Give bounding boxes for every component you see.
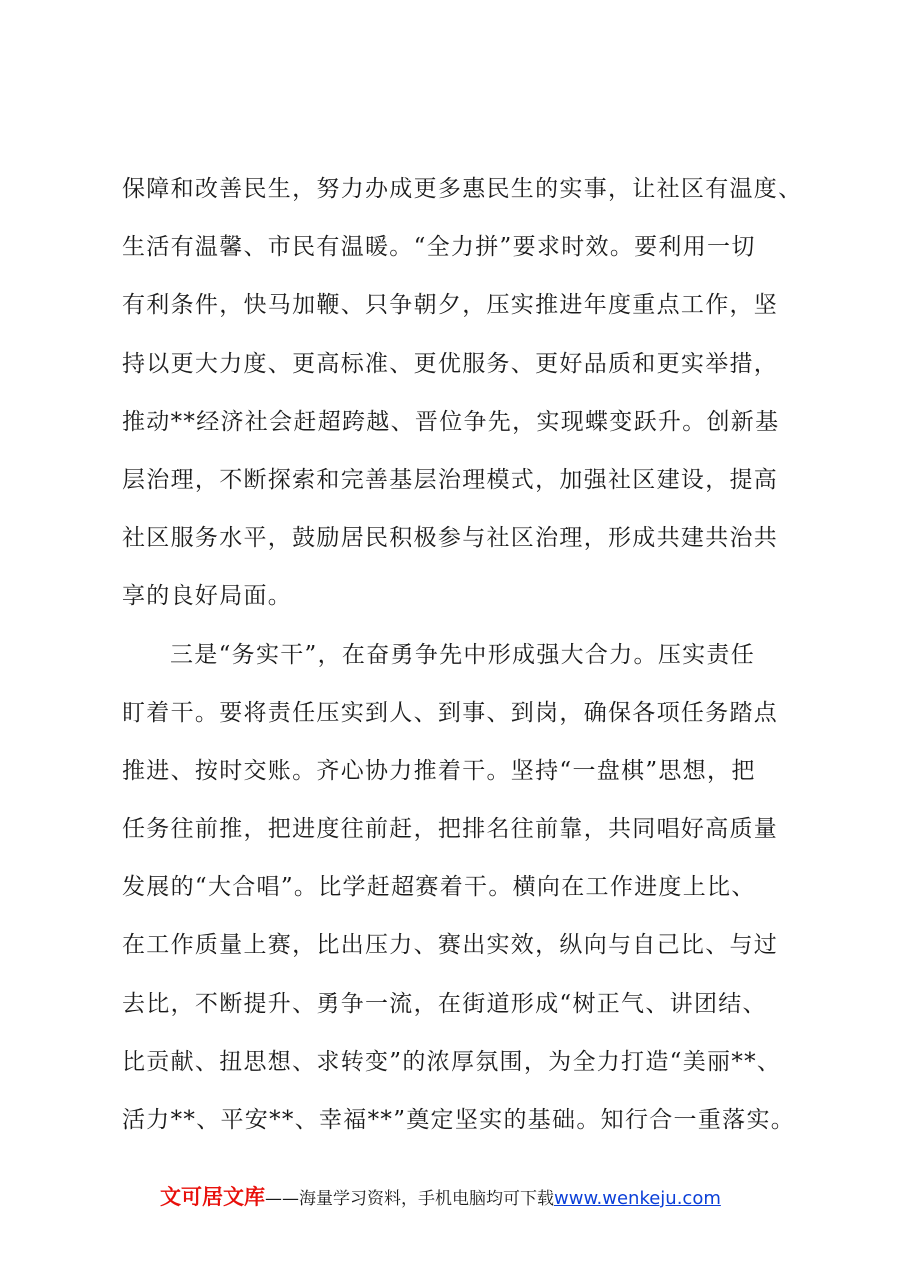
footer-tagline: ——海量学习资料，手机电脑均可下载 xyxy=(265,1189,554,1209)
footer-banner xyxy=(160,1181,721,1213)
text-line-7: 社区服务水平，鼓励居民积极参与社区治理，形成共建共治共 xyxy=(122,525,779,552)
text-line-14: 在工作质量上赛，比出压力、赛出实效，纵向与自己比、与过 xyxy=(122,932,779,959)
text-line-1: 保障和改善民生，努力办成更多惠民生的实事，让社区有温度、 xyxy=(122,176,803,202)
text-line-3: 有利条件，快马加鞭、只争朝夕，压实推进年度重点工作，坚 xyxy=(122,292,779,319)
text-line-17: 活力**、平安**、幸福**”奠定坚实的基础。知行合一重落实。 xyxy=(122,1107,796,1133)
text-line-11: 推进、按时交账。齐心协力推着干。坚持“一盘棋”思想，把 xyxy=(122,757,756,784)
paragraph-start-line: 三是“务实干”，在奋勇争先中形成强大合力。压实责任 xyxy=(170,641,756,668)
text-line-15: 去比，不断提升、勇争一流，在街道形成“树正气、讲团结、 xyxy=(122,990,767,1017)
text-line-2: 生活有温馨、市民有温暖。“全力拼”要求时效。要利用一切 xyxy=(122,234,756,261)
brand-name: 文可居文库 xyxy=(160,1185,265,1209)
text-line-12: 任务往前推，把进度往前赶，把排名往前靠，共同唱好高质量 xyxy=(122,816,779,843)
text-line-10: 盯着干。要将责任压实到人、到事、到岗，确保各项任务踏点 xyxy=(122,699,779,726)
text-line-16: 比贡献、扭思想、求转变”的浓厚氛围，为全力打造“美丽**、 xyxy=(122,1048,782,1075)
text-line-13: 发展的“大合唱”。比学赶超赛着干。横向在工作进度上比、 xyxy=(122,874,756,901)
text-line-8: 享的良好局面。 xyxy=(122,583,293,610)
text-line-5: 推动**经济社会赶超跨越、晋位争先，实现蝶变跃升。创新基 xyxy=(122,408,780,435)
website-link[interactable]: www.wenkeju.com xyxy=(554,1188,721,1209)
document-body xyxy=(122,160,803,1149)
text-line-6: 层治理，不断探索和完善基层治理模式，加强社区建设，提高 xyxy=(122,466,779,493)
text-line-4: 持以更大力度、更高标准、更优服务、更好品质和更实举措， xyxy=(122,350,779,377)
